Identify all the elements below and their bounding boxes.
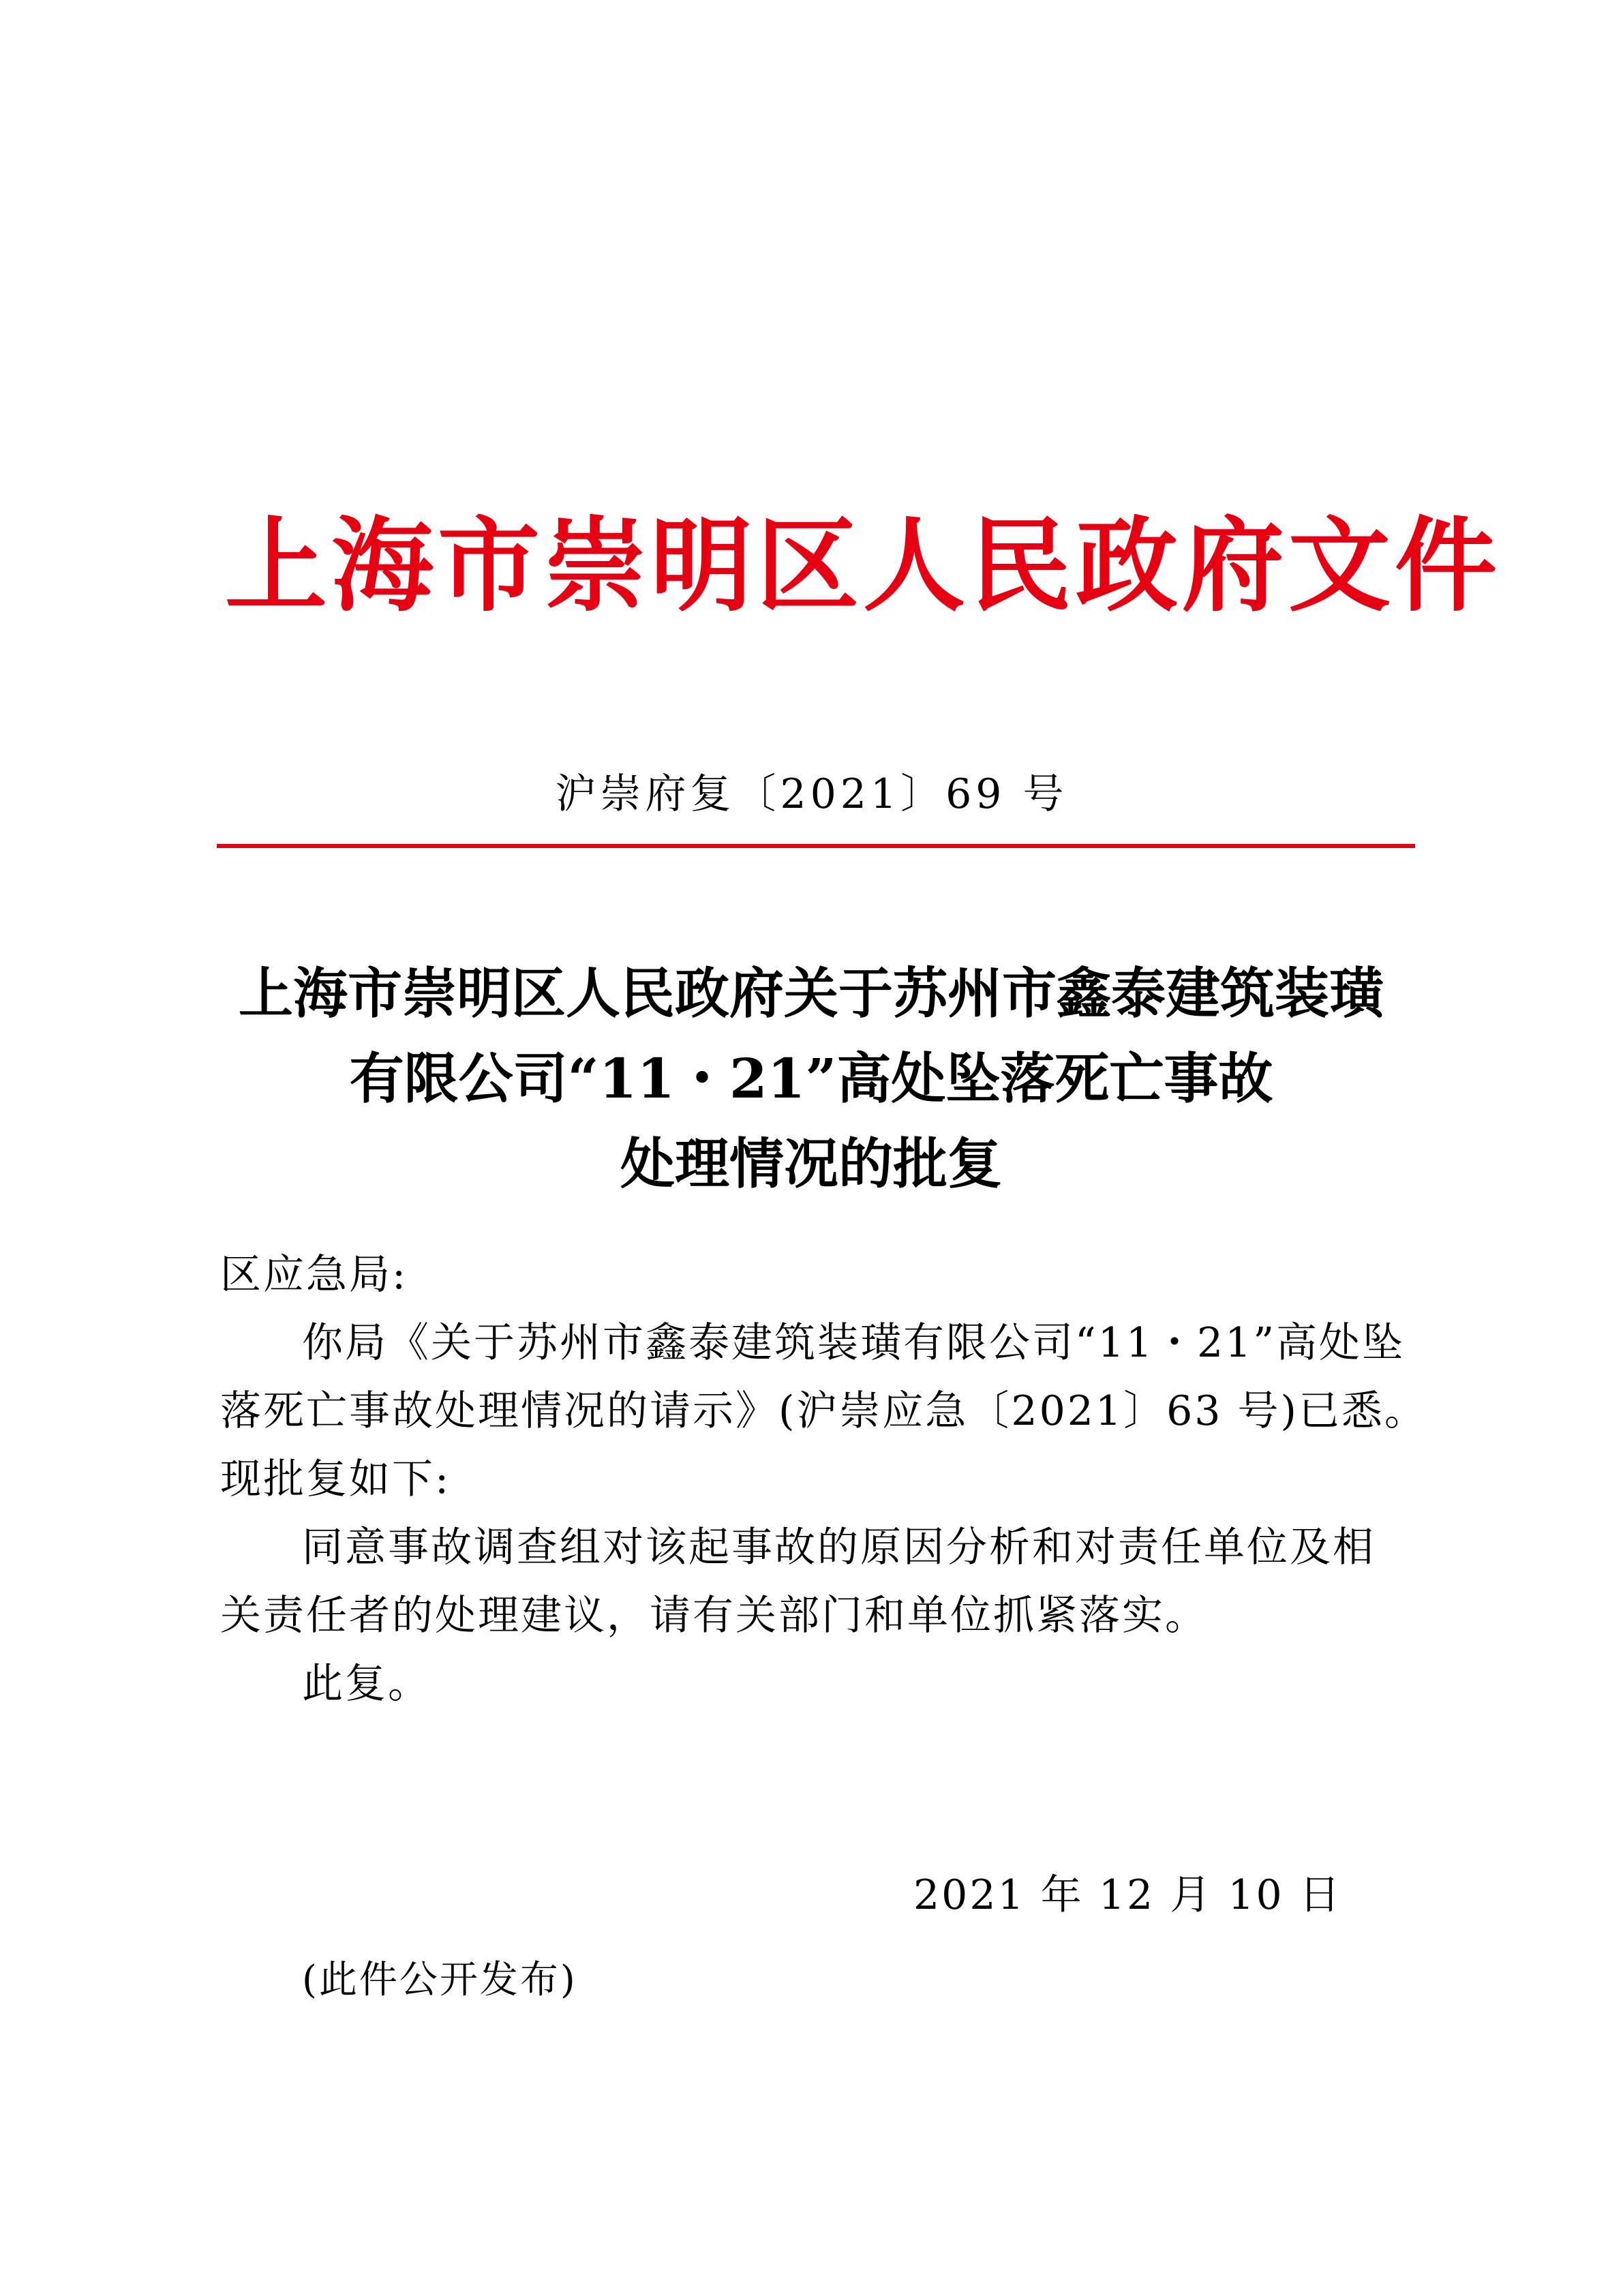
issue-date: 2021 年 12 月 10 日 — [913, 1871, 1342, 1919]
document-title-line: 处理情况的批复 — [620, 1132, 1002, 1196]
document-number: 沪崇府复〔2021〕69 号 — [555, 770, 1068, 818]
closing-line: 此复。 — [302, 1660, 431, 1708]
publication-note: (此件公开发布) — [302, 1958, 577, 2002]
body-paragraph-line: 关责任者的处理建议，请有关部门和单位抓紧落实。 — [220, 1592, 1208, 1640]
red-divider-line — [217, 844, 1415, 848]
body-paragraph-line: 落死亡事故处理情况的请示》(沪崇应急〔2021〕63 号)已悉。 — [220, 1387, 1427, 1435]
body-paragraph-line: 现批复如下: — [220, 1455, 451, 1503]
document-title-line: 上海市崇明区人民政府关于苏州市鑫泰建筑装璜 — [239, 961, 1384, 1025]
document-title — [198, 951, 1425, 1207]
issuer-header-title: 上海市崇明区人民政府文件 — [225, 506, 1502, 626]
document-title-line: 有限公司“11・21”高处坠落死亡事故 — [349, 1046, 1273, 1111]
body-paragraph-line: 同意事故调查组对该起事故的原因分析和对责任单位及相 — [302, 1524, 1376, 1571]
addressee: 区应急局: — [220, 1251, 408, 1299]
body-paragraph-line: 你局《关于苏州市鑫泰建筑装璜有限公司“11・21”高处坠 — [302, 1319, 1406, 1367]
